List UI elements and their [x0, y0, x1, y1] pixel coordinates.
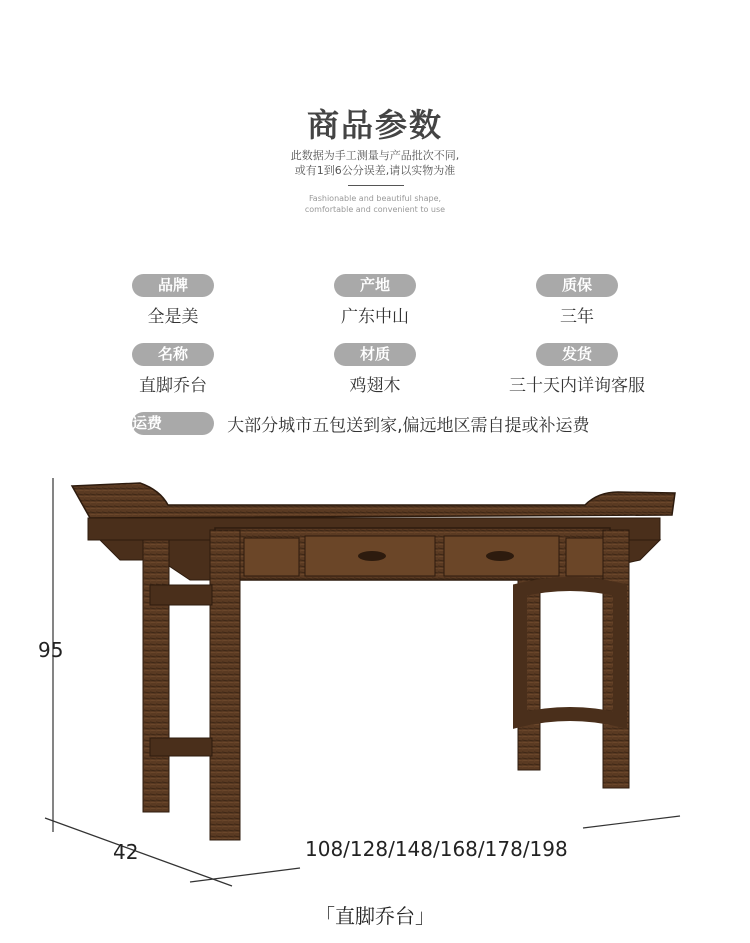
param-label: 运费: [132, 412, 214, 435]
english-tagline-1: Fashionable and beautiful shape,: [308, 194, 442, 203]
param-value: 大部分城市五包送到家,偏远地区需自提或补运费: [227, 416, 590, 436]
english-tagline-2: comfortable and convenient to use: [304, 205, 446, 214]
param-label: 品牌: [132, 274, 214, 297]
param-label: 质保: [536, 274, 618, 297]
param-value: 三十天内详询客服: [509, 376, 645, 396]
measurement-note-2: 或有1到6公分误差,请以实物为准: [294, 164, 456, 177]
param-value: 全是美: [147, 307, 199, 327]
param-value: 三年: [560, 307, 594, 327]
param-label: 材质: [334, 343, 416, 366]
altar-table: [72, 483, 675, 840]
product-caption: 「直脚乔台」: [315, 904, 435, 928]
depth-dimension: 42: [113, 840, 139, 864]
param-value: 直脚乔台: [139, 376, 207, 396]
param-value: 鸡翅木: [349, 376, 401, 396]
param-label: 产地: [334, 274, 416, 297]
param-label: 名称: [132, 343, 214, 366]
height-dimension: 95: [38, 638, 64, 662]
width-dimension: 108/128/148/168/178/198: [305, 837, 568, 861]
page-title: 商品参数: [306, 106, 443, 144]
param-value: 广东中山: [341, 307, 409, 327]
param-label: 发货: [536, 343, 618, 366]
measurement-note-1: 此数据为手工测量与产品批次不同,: [290, 149, 460, 162]
